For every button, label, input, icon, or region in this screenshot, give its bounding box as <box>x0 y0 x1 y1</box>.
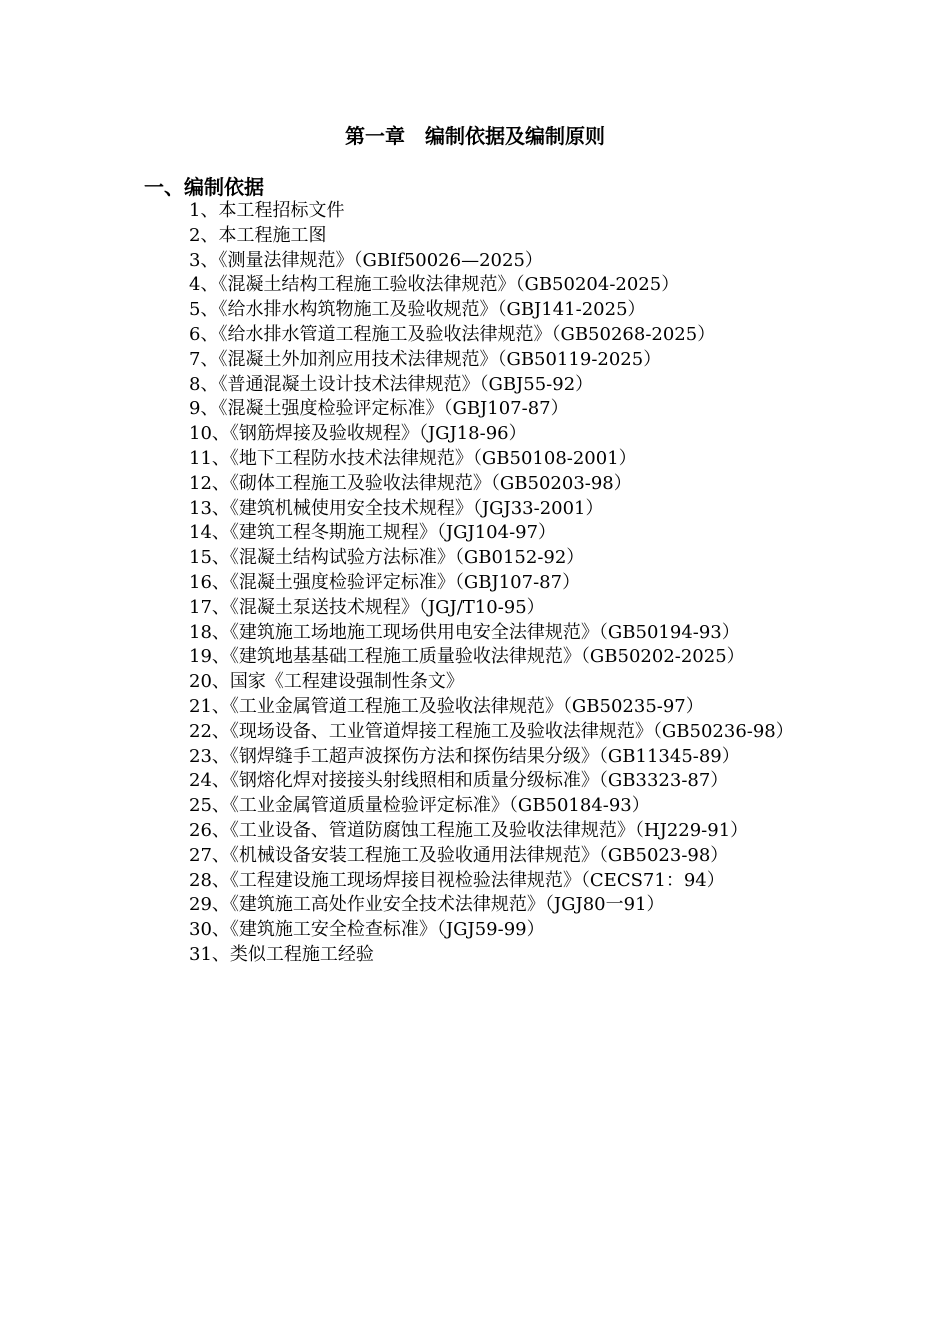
list-item: 28、《工程建设施工现场焊接目视检验法律规范》（CECS71：94） <box>189 869 725 891</box>
list-item: 16、《混凝土强度检验评定标准》（GBJ107-87） <box>189 571 581 593</box>
list-item: 31、类似工程施工经验 <box>189 943 374 965</box>
list-item: 5、《给水排水构筑物施工及验收规范》（GBJ141-2025） <box>189 299 646 321</box>
list-item: 21、《工业金属管道工程施工及验收法律规范》（GB50235-97） <box>189 695 704 717</box>
list-item: 11、《地下工程防水技术法律规范》（GB50108-2001） <box>189 447 637 469</box>
list-item: 7、《混凝土外加剂应用技术法律规范》（GB50119-2025） <box>189 348 662 370</box>
list-item: 22、《现场设备、工业管道焊接工程施工及验收法律规范》（GB50236-98） <box>189 720 794 742</box>
list-item: 19、《建筑地基基础工程施工质量验收法律规范》（GB50202-2025） <box>189 646 745 668</box>
list-item: 23、《钢焊缝手工超声波探伤方法和探伤结果分级》（GB11345-89） <box>189 745 740 767</box>
list-item: 30、《建筑施工安全检查标准》（JGJ59-99） <box>189 919 545 941</box>
list-item: 17、《混凝土泵送技术规程》（JGJ/T10-95） <box>189 596 545 618</box>
list-item: 18、《建筑施工场地施工现场供用电安全法律规范》（GB50194-93） <box>189 621 740 643</box>
list-item: 10、《钢筋焊接及验收规程》（JGJ18-96） <box>189 423 527 445</box>
chapter-title: 第一章 编制依据及编制原则 <box>345 124 605 148</box>
list-item: 4、《混凝土结构工程施工验收法律规范》（GB50204-2025） <box>189 274 680 296</box>
list-item: 3、《测量法律规范》（GBIf50026—2025） <box>189 249 543 271</box>
list-item: 2、本工程施工图 <box>189 224 327 246</box>
list-item: 20、国家《工程建设强制性条文》 <box>189 671 464 693</box>
list-item: 14、《建筑工程冬期施工规程》（JGJ104-97） <box>189 522 557 544</box>
list-item: 25、《工业金属管道质量检验评定标准》（GB50184-93） <box>189 795 650 817</box>
list-item: 27、《机械设备安装工程施工及验收通用法律规范》（GB5023-98） <box>189 844 729 866</box>
list-item: 29、《建筑施工高处作业安全技术法律规范》（JGJ80一91） <box>189 894 665 916</box>
list-item: 6、《给水排水管道工程施工及验收法律规范》（GB50268-2025） <box>189 323 716 345</box>
list-item: 26、《工业设备、管道防腐蚀工程施工及验收法律规范》（HJ229-91） <box>189 819 749 841</box>
list-item: 12、《砌体工程施工及验收法律规范》（GB50203-98） <box>189 472 632 494</box>
reference-list <box>144 199 810 968</box>
list-item: 13、《建筑机械使用安全技术规程》（JGJ33-2001） <box>189 497 604 519</box>
list-item: 9、《混凝土强度检验评定标准》（GBJ107-87） <box>189 398 569 420</box>
list-item: 15、《混凝土结构试验方法标准》（GB0152-92） <box>189 547 585 569</box>
section-heading: 一、编制依据 <box>144 175 264 199</box>
list-item: 1、本工程招标文件 <box>189 200 345 221</box>
list-item: 8、《普通混凝土设计技术法律规范》（GBJ55-92） <box>189 373 594 395</box>
list-item: 24、《钢熔化焊对接接头射线照相和质量分级标准》（GB3323-87） <box>189 770 729 792</box>
